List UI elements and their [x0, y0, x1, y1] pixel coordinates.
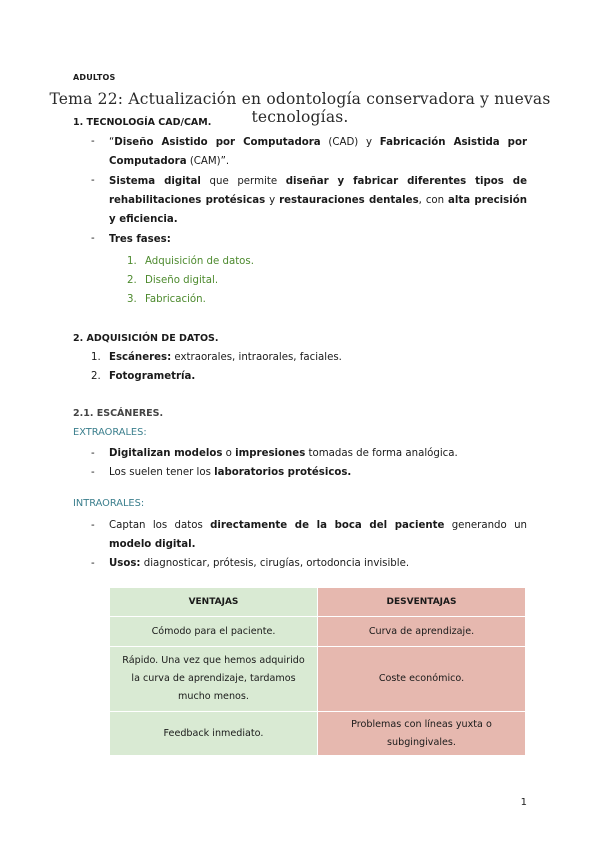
digital-system-description: Sistema digital que permite diseñar y fabricar diferentes tipos de rehabilitaciones protésicas y restauraciones dentales, con alta precisión y eficiencia.: [109, 176, 527, 225]
extraoral-labs: Los suelen tener los laboratorios protésicos.: [109, 467, 352, 478]
dash-bullet: -: [91, 175, 95, 186]
intraorales-label: INTRAORALES:: [73, 498, 145, 509]
header-section-label: ADULTOS: [73, 73, 116, 82]
advantages-table: [109, 587, 526, 756]
extraoral-digitalize: Digitalizan modelos o impresiones tomadas de forma analógica.: [109, 448, 458, 459]
advantage-cell: Feedback inmediato.: [110, 712, 318, 756]
intraoral-capture: Captan los datos directamente de la boca del paciente generando un modelo digital.: [109, 520, 527, 550]
table-row: [110, 712, 526, 756]
list-number: 1.: [91, 352, 101, 363]
phase-number: 2.: [127, 275, 137, 286]
phase-number: 3.: [127, 294, 137, 305]
page-number: 1: [520, 797, 527, 808]
dash-bullet: -: [91, 448, 95, 459]
advantage-cell: Rápido. Una vez que hemos adquirido la curva de aprendizaje, tardamos mucho menos.: [110, 647, 318, 712]
page-title: Tema 22: Actualización en odontología conservadora y nuevas tecnologías.: [49, 90, 551, 126]
dash-bullet: -: [91, 467, 95, 478]
list-number: 2.: [91, 371, 101, 382]
extraorales-label: EXTRAORALES:: [73, 427, 147, 438]
phase-number: 1.: [127, 256, 137, 267]
dash-bullet: -: [91, 233, 95, 244]
table-row: [110, 647, 526, 712]
disadvantage-cell: Problemas con líneas yuxta o subgingivales.: [318, 712, 526, 756]
header-desventajas: DESVENTAJAS: [318, 588, 526, 617]
header-ventajas: VENTAJAS: [110, 588, 318, 617]
intraoral-uses: Usos: diagnosticar, prótesis, cirugías, ortodoncia invisible.: [109, 558, 410, 569]
dash-bullet: -: [91, 558, 95, 569]
section-2-1-heading: 2.1. ESCÁNERES.: [73, 408, 164, 419]
cadcam-definition: “Diseño Asistido por Computadora (CAD) y Fabricación Asistida por Computadora (CAM)”.: [109, 137, 527, 167]
phase-item: Adquisición de datos.: [145, 256, 254, 267]
section-1-heading: 1. TECNOLOGÍA CAD/CAM.: [73, 117, 212, 128]
three-phases-label: Tres fases:: [109, 234, 171, 245]
dash-bullet: -: [91, 520, 95, 531]
table-row: [110, 617, 526, 647]
section-2-heading: 2. ADQUISICIÓN DE DATOS.: [73, 333, 219, 344]
disadvantage-cell: Coste económico.: [318, 647, 526, 712]
scanners-item: Escáneres: extraorales, intraorales, faciales.: [109, 352, 342, 363]
dash-bullet: -: [91, 136, 95, 147]
disadvantage-cell: Curva de aprendizaje.: [318, 617, 526, 647]
advantage-cell: Cómodo para el paciente.: [110, 617, 318, 647]
phase-item: Diseño digital.: [145, 275, 219, 286]
phase-item: Fabricación.: [145, 294, 206, 305]
photogrammetry-item: Fotogrametría.: [109, 371, 196, 382]
table-header-row: [110, 588, 526, 617]
